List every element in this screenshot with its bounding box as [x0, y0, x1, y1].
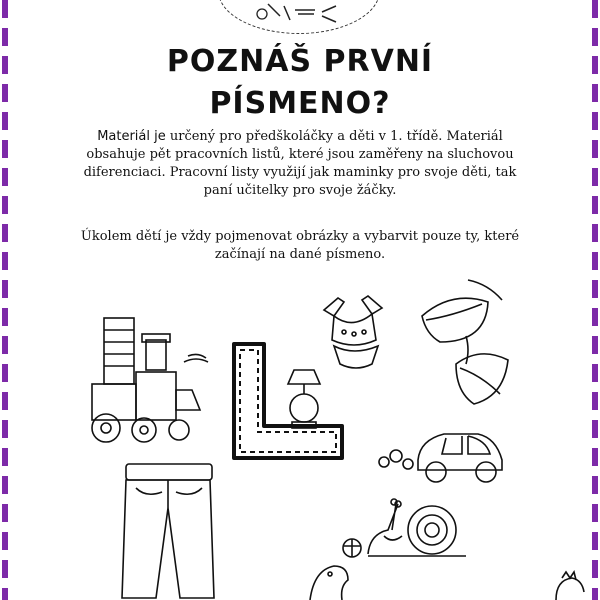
car-icon: [374, 420, 508, 486]
page-title-line-2: PÍSMENO?: [209, 86, 391, 121]
task-paragraph: Úkolem dětí je vždy pojmenovat obrázky a vybarvit pouze ty, které začínají na dané písmeno.: [80, 229, 520, 262]
intro-paragraph: [80, 128, 520, 200]
page-title-line-1: POZNÁŠ PRVNÍ: [166, 44, 434, 79]
lamp-icon: [280, 364, 328, 430]
intro-lead: Materiál je: [97, 129, 170, 144]
leaves-icon: [408, 276, 514, 408]
top-doodle-icon: [250, 0, 360, 28]
seal-icon: [300, 536, 390, 600]
chicken-icon: [548, 570, 588, 600]
locomotive-icon: [84, 300, 214, 450]
intro-text: určený pro předškoláčky a děti v 1. třídě. Materiál obsahuje pět pracovních listů, které jsou zaměřeny na sluchovou diferenciaci. Pracovní listy využijí jak maminky pro svoje děti, tak paní učitelky pro svoje žáčky.: [83, 129, 517, 198]
trousers-icon: [114, 458, 224, 600]
